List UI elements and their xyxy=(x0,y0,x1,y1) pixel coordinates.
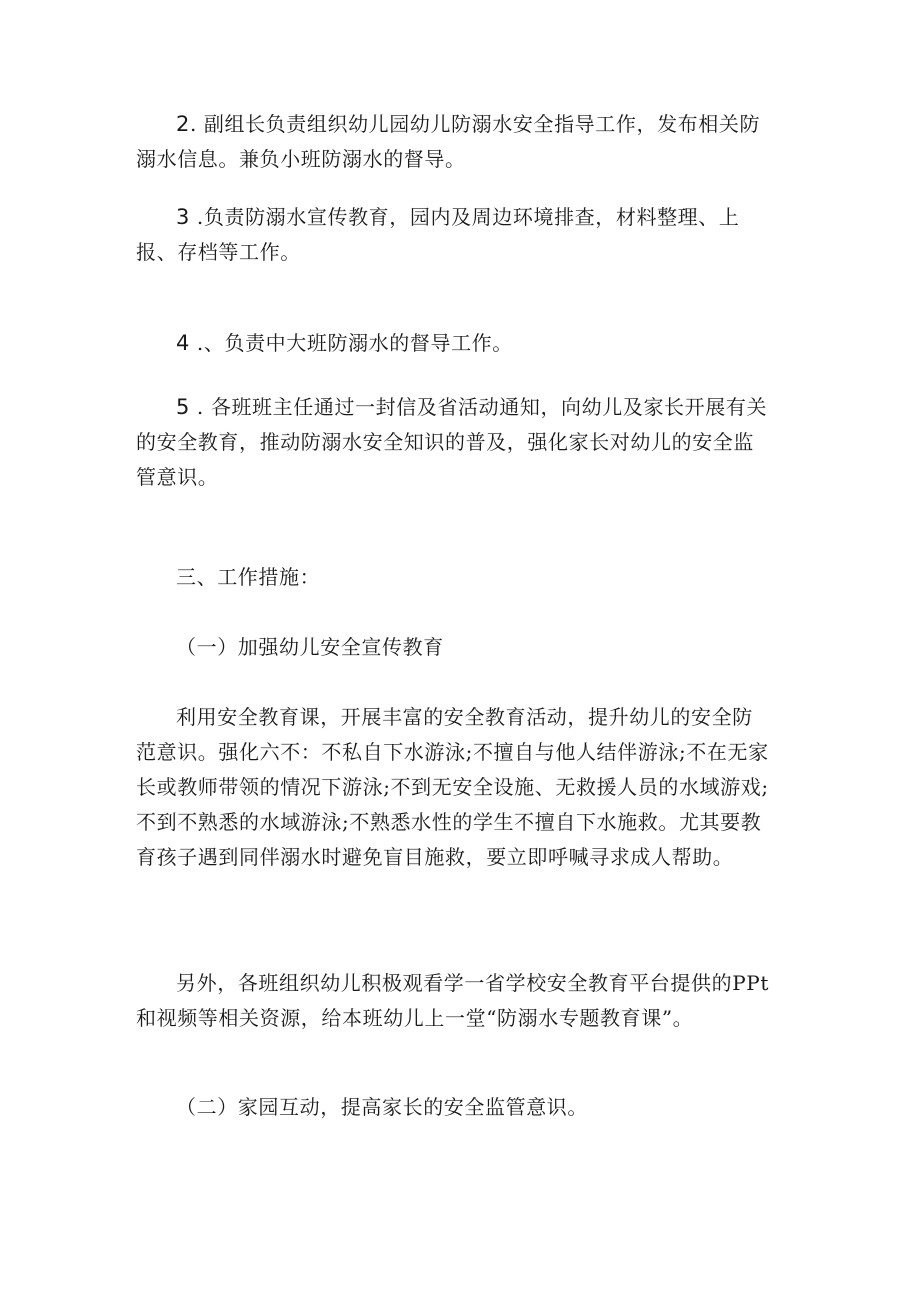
paragraph-item-3 xyxy=(136,200,772,270)
heading-text: （一）加强幼儿安全宣传教育 xyxy=(176,635,444,659)
paragraph-text: . 副组长负责组织幼儿园幼儿防溺水安全指导工作，发布相关防溺水信息。兼负小班防溺水的督导。 xyxy=(136,112,761,171)
subsection-heading-2 xyxy=(136,1090,772,1125)
body-paragraph xyxy=(136,700,772,875)
section-heading xyxy=(136,560,772,595)
subsection-heading-1 xyxy=(136,630,772,665)
paragraph-text: . 各班班主任通过一封信及省活动通知，向幼儿及家长开展有关的安全教育，推动防溺水安全知识的普及，强化家长对幼儿的安全监管意识。 xyxy=(136,395,768,489)
body-paragraph xyxy=(136,966,772,1036)
paragraph-item-5 xyxy=(136,390,772,495)
item-number: 2 xyxy=(176,112,190,136)
item-number: 4 xyxy=(176,331,190,355)
item-number: 5 xyxy=(176,395,190,419)
paragraph-text: 另外，各班组织幼儿积极观看学一省学校安全教育平台提供的PPt和视频等相关资源，给本班幼儿上一堂“防溺水专题教育课”。 xyxy=(136,971,769,1030)
paragraph-text: 利用安全教育课，开展丰富的安全教育活动，提升幼儿的安全防范意识。强化六不：不私自下水游泳;不擅自与他人结伴游泳;不在无家长或教师带领的情况下游泳;不到无安全设施、无救援人员的水域游戏;不到不熟悉的水域游泳;不熟悉水性的学生不擅自下水施救。尤其要教育孩子遇到同伴溺水时避免盲目施救，要立即呼喊寻求成人帮助。 xyxy=(136,705,769,869)
paragraph-item-2 xyxy=(136,107,772,177)
item-number: 3 xyxy=(176,205,190,229)
paragraph-item-4 xyxy=(136,326,772,361)
heading-text: （二）家园互动，提高家长的安全监管意识。 xyxy=(176,1095,588,1119)
paragraph-text: .负责防溺水宣传教育，园内及周边环境排查，材料整理、上报、存档等工作。 xyxy=(136,205,740,264)
paragraph-text: .、负责中大班防溺水的督导工作。 xyxy=(189,331,513,355)
heading-text: 三、工作措施： xyxy=(176,565,321,589)
